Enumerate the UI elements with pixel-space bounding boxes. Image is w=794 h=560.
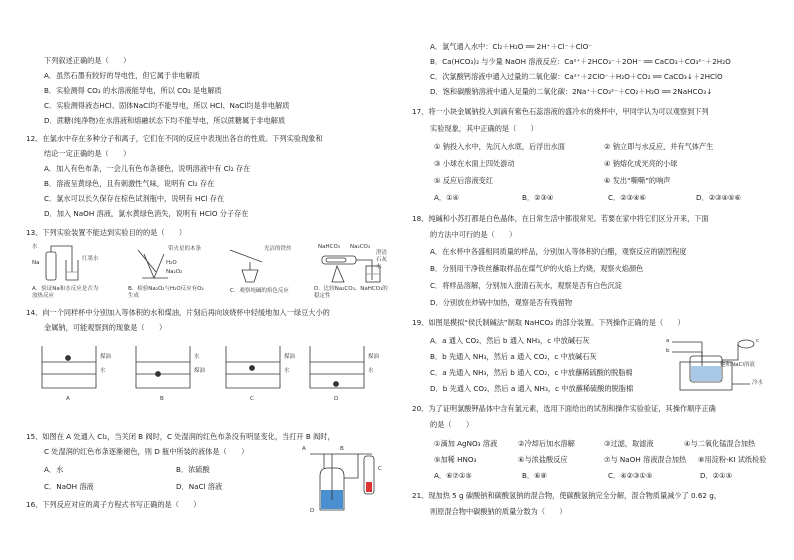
q20-choice-a: A．⑥⑦①⑤: [434, 471, 472, 480]
q17-item-6: ⑥ 发出“嘶嘶”的响声: [604, 176, 671, 185]
q12-option-a: A．加入有色布条，一会儿有色布条褪色，说明溶液中有 Cl₂ 存在: [44, 164, 251, 173]
q20-choice-b: B．⑥⑧: [522, 471, 548, 480]
q13-label-h2o: H₂O: [166, 260, 177, 266]
q18-stem-2: 的方法中可行的是（ ）: [430, 230, 517, 239]
q14-label-water-b: 水: [194, 354, 200, 360]
q15-label-a: A: [302, 446, 306, 452]
q15-label-d: D: [310, 508, 315, 514]
q20-step-2: ②冷却后加水溶解: [518, 439, 575, 448]
q20-step-7: ⑦与 NaOH 溶液混合加热: [604, 455, 687, 464]
q18-option-a: A．在水杯中各盛相同质量的样品，分别加入等体积的白醋，观察反应的剧烈程度: [430, 247, 687, 256]
q15-label-c: C: [378, 466, 382, 472]
q13-apparatus-b: [138, 250, 168, 278]
q13-caption-c: C．观察纯碱的焰色反应: [230, 288, 289, 294]
q13-apparatus-d: [322, 256, 380, 282]
q18-option-d: D．分别放在炒锅中加热，观察是否有残留物: [430, 298, 573, 307]
q20-step-8: ⑧用淀粉-KI 试纸检验: [698, 455, 767, 464]
q14-stem-1: 14、向一个同样杯中分别加入等体积的水和煤油，片刻后再向该烧杯中轻缓地加入一绿豆大小的: [26, 308, 330, 317]
q13-label-limewater: 澄清石灰水: [376, 250, 388, 270]
q20-stem-1: 20、为了证明氯酸钾晶体中含有氯元素，选用下面给出的试剂和操作实验验证，其操作顺序正确: [412, 404, 716, 413]
q13-caption-b: B．检验Na₂O₂与H₂O反应有O₂生成: [128, 286, 204, 299]
q16-option-d: D．饱和碳酸钠溶液中通入足量的二氧化碳：2Na⁺＋CO₃²⁻＋CO₂＋H₂O ══ 2NaHCO₃↓: [430, 87, 713, 96]
q17-stem-1: 17、将一小块金属钠投入到滴有紫色石蕊溶液的盛冷水的烧杯中，甲同学认为可以观察到下列: [412, 107, 709, 116]
q20-choice-d: D．②①⑤: [700, 471, 733, 480]
q19-option-c: C．a 先通入 NH₃，然后 b 通入 CO₂，c 中放蘸稀硫酸的脱脂棉: [430, 368, 633, 377]
q17-item-1: ① 钠投入水中，先沉入水底，后浮出水面: [434, 142, 565, 151]
q15-apparatus-diagram: [302, 446, 394, 520]
q16-option-c: C．次氯酸钙溶液中通入过量的二氧化碳：Ca²⁺＋2ClO⁻＋H₂O＋CO₂ ══ CaCO₃↓＋2HClO: [430, 72, 723, 81]
q14-label-kerosene-b: 煤油: [194, 368, 206, 374]
q19-label-b: b: [666, 348, 670, 354]
q13-label-iron-wire: 光洁的铁丝: [264, 246, 292, 252]
q17-item-3: ③ 小球在水面上四处游动: [434, 159, 515, 168]
q19-option-a: A．a 通入 CO₂，然后 b 通入 NH₃，c 中放碱石灰: [430, 336, 590, 345]
q12-stem-1: 12、在氯水中存在多种分子和离子，它们在不同的反应中表现出各自的性质。下列实验现象和: [26, 134, 323, 143]
q19-figure: [666, 332, 782, 400]
q13-apparatus-a: [46, 246, 78, 280]
q17-item-2: ② 钠立即与水反应，并有气体产生: [604, 142, 714, 151]
q11-option-b: B．实验测得 CO₂ 的水溶液能导电，所以 CO₂ 是电解质: [44, 86, 222, 95]
q14-figure: [40, 338, 380, 410]
q13-label-water: 水: [32, 244, 38, 250]
q19-option-d: D．b 先通入 CO₂，然后 a 通入 NH₃，c 中放蘸稀硫酸的脱脂棉: [430, 384, 634, 393]
q19-label-a: a: [666, 338, 670, 344]
q13-label-nahco3: NaHCO₃: [318, 244, 340, 250]
q14-label-water-c: 水: [284, 368, 290, 374]
q14-label-kerosene-c: 煤油: [284, 354, 296, 360]
q13-figure: [32, 242, 392, 302]
q17-choice-b: B．②③④: [522, 193, 554, 202]
q13-label-na: Na: [32, 260, 40, 266]
q12-stem-2: 结论一定正确的是（ ）: [44, 149, 131, 158]
q20-step-4: ④与二氧化锰混合加热: [684, 439, 756, 448]
q12-option-d: D．加入 NaOH 溶液，氯水黄绿色消失，说明有 HClO 分子存在: [44, 209, 249, 218]
q11-option-a: A．虽然石墨有较好的导电性，但它属于非电解质: [44, 71, 200, 80]
q20-step-6: ⑥与浓盐酸反应: [518, 455, 568, 464]
q18-option-c: C．将样品溶解，分别加入澄清石灰水，观察是否有白色沉淀: [430, 281, 622, 290]
q14-stem-2: 金属钠，可能观察到的现象是（ ）: [44, 323, 167, 332]
q14-label-kerosene-d: 煤油: [368, 354, 380, 360]
q15-option-d: D．NaCl 溶液: [176, 482, 223, 491]
q12-option-c: C．氯水可以长久保存在棕色试剂瓶中，说明有 HCl 存在: [44, 194, 225, 203]
q20-step-3: ③过滤，取滤液: [604, 439, 654, 448]
q12-option-b: B．溶液呈黄绿色，且有刺激性气味，说明有 Cl₂ 存在: [44, 179, 215, 188]
q16-option-a: A．氯气通入水中：Cl₂＋H₂O ══ 2H⁺＋Cl⁻＋ClO⁻: [430, 42, 593, 51]
q16-stem: 16、下列反应对应的离子方程式书写正确的是（ ）: [26, 500, 201, 509]
q15-option-a: A．水: [44, 465, 64, 474]
q17-choice-c: C．②③④⑥: [608, 193, 646, 202]
q20-choice-c: C．④②③①⑤: [608, 471, 653, 480]
q18-option-b: B．分别用干净铁丝蘸取样品在煤气炉的火焰上灼烧，观察火焰颜色: [430, 264, 644, 273]
q15-label-b: B: [340, 446, 344, 452]
q20-stem-2: 的是（ ）: [430, 420, 474, 429]
q11-stem: 下列叙述正确的是（ ）: [44, 56, 131, 65]
q15-stem-2: C 处湿润的红色布条逐渐褪色，则 D 瓶中所装的液体是（ ）: [44, 447, 249, 456]
q14-beakers-diagram: [40, 338, 380, 398]
q13-caption-a: A．验证Na和水反应是否为放热反应: [32, 286, 99, 299]
q19-stem: 19、如图是模拟“侯氏制碱法”制取 NaHCO₃ 的部分装置。下列操作正确的是（ ）: [412, 318, 685, 327]
q13-caption-d: D．比较Na₂CO₃、NaHCO₃的稳定性: [314, 286, 388, 299]
q11-option-d: D．蔗糖(纯净物)在水溶液和熔融状态下均不能导电，所以蔗糖属于非电解质: [44, 116, 286, 125]
q21-stem-1: 21、现加热 5 g 碳酸钠和碳酸氢钠的混合物，使碳酸氢钠完全分解，混合物质量减少了 0.62 g，: [412, 491, 722, 500]
q15-figure: [302, 446, 394, 520]
q19-label-cold-water: 冷水: [752, 380, 764, 386]
q15-option-c: C．NaOH 溶液: [44, 482, 94, 491]
q14-letter-d: D: [334, 396, 339, 402]
q15-option-b: B．浓硫酸: [176, 465, 210, 474]
q13-label-splint: 带火星的木条: [168, 246, 202, 252]
q20-step-1: ①滴加 AgNO₃ 溶液: [434, 439, 498, 448]
q13-label-red-ink: 红墨水: [82, 256, 99, 262]
q19-label-c: c: [756, 338, 760, 344]
q17-item-4: ④ 钠熔化成光亮的小球: [604, 159, 678, 168]
q19-option-b: B．b 先通入 NH₃，然后 a 通入 CO₂，c 中放碱石灰: [430, 352, 597, 361]
q14-letter-a: A: [66, 396, 70, 402]
q15-stem-1: 15、如图在 A 处通入 Cl₂，当关闭 B 阀时，C 处湿润的红色布条没有明显变化，当打开 B 阀时，: [26, 432, 335, 441]
q13-label-na2o2: Na₂O₂: [166, 269, 183, 275]
q17-choice-a: A．①④: [434, 193, 459, 202]
q16-option-b: B．Ca(HCO₃)₂ 与少量 NaOH 溶液反应：Ca²⁺＋2HCO₃⁻＋2OH⁻ ══ CaCO₃＋CO₃²⁻＋2H₂O: [430, 57, 731, 66]
q19-label-saturated-nacl: 饱和NaCl溶液: [720, 362, 755, 368]
q14-label-kerosene-a: 煤油: [100, 354, 112, 360]
q18-stem-1: 18、纯碱和小苏打都是白色晶体，在日常生活中都很常见。若要在家中将它们区分开来，下面: [412, 214, 709, 223]
q20-step-5: ⑤加稀 HNO₃: [434, 455, 477, 464]
q17-item-5: ⑤ 反应后溶液变红: [434, 176, 494, 185]
q13-apparatus-c: [230, 250, 262, 282]
q13-label-na2co3: Na₂CO₃: [350, 244, 371, 250]
q17-stem-2: 实验现象，其中正确的是（ ）: [430, 124, 538, 133]
q14-label-water-a: 水: [100, 368, 106, 374]
q21-stem-2: 则原混合物中碳酸钠的质量分数为（ ）: [430, 507, 567, 516]
q13-stem: 13、下列实验装置不能达到实验目的的是（ ）: [26, 228, 187, 237]
q14-letter-c: C: [250, 396, 254, 402]
q14-label-water-d: 水: [368, 368, 374, 374]
q11-option-c: C．实验测得液态HCl、固体NaCl均不能导电，所以 HCl、NaCl均是非电解质: [44, 101, 290, 110]
q14-letter-b: B: [160, 396, 164, 402]
q17-choice-d: D．②③④⑤⑥: [696, 193, 741, 202]
